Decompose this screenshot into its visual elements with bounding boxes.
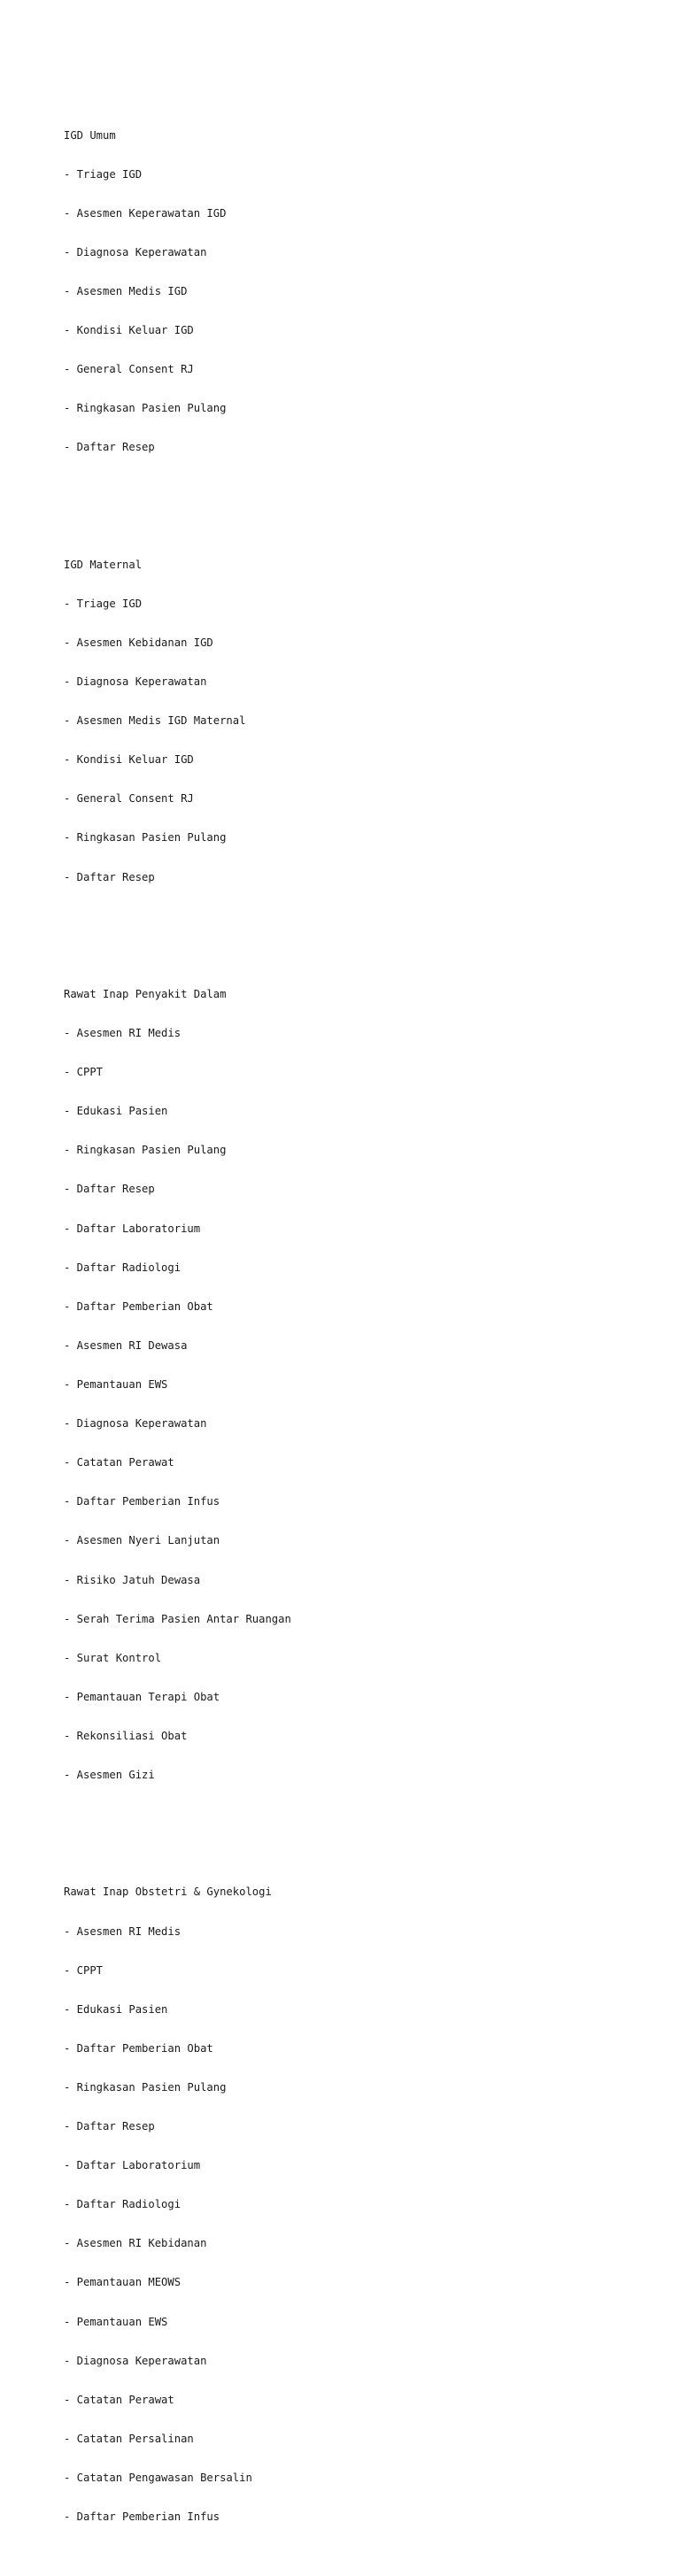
list-item: - Asesmen RI Medis xyxy=(64,1924,182,1938)
section-rawat-inap-obstetri-gynekologi xyxy=(64,1860,630,2549)
list-item: - Daftar Pemberian Obat xyxy=(64,2041,213,2055)
list-item: - Diagnosa Keperawatan xyxy=(64,245,207,258)
list-item: - Pemantauan EWS xyxy=(64,2315,168,2328)
list-item: - Edukasi Pasien xyxy=(64,1105,168,1118)
list-item: - Daftar Pemberian Infus xyxy=(64,2510,220,2524)
list-item: - Daftar Radiologi xyxy=(64,1261,182,1274)
document-page xyxy=(64,64,630,2576)
list-item: - Triage IGD xyxy=(64,597,143,610)
list-item: - Catatan Pengawasan Bersalin xyxy=(64,2472,252,2485)
list-item: - Serah Terima Pasien Antar Ruangan xyxy=(64,1612,291,1625)
list-item: - Diagnosa Keperawatan xyxy=(64,2354,207,2367)
list-item: - CPPT xyxy=(64,1963,104,1977)
list-item: - Surat Kontrol xyxy=(64,1651,162,1664)
list-item: - Catatan Persalinan xyxy=(64,2432,194,2445)
list-item: - Ringkasan Pasien Pulang xyxy=(64,1144,227,1157)
list-item: - Ringkasan Pasien Pulang xyxy=(64,2080,227,2094)
section-title: Rawat Inap Obstetri & Gynekologi xyxy=(64,1886,272,1899)
list-item: - Pemantauan Terapi Obat xyxy=(64,1690,220,1703)
section-title: Rawat Inap Penyakit Dalam xyxy=(64,987,227,1000)
list-item: - Asesmen RI Medis xyxy=(64,1027,182,1039)
list-item: - Daftar Resep xyxy=(64,2120,155,2133)
list-item: - Rekonsiliasi Obat xyxy=(64,1729,188,1742)
list-item: - Asesmen RI Kebidanan xyxy=(64,2237,207,2250)
list-item: - Ringkasan Pasien Pulang xyxy=(64,831,227,845)
list-item: - Kondisi Keluar IGD xyxy=(64,753,194,767)
list-item: - Asesmen RI Dewasa xyxy=(64,1338,188,1352)
list-item: - Daftar Pemberian Infus xyxy=(64,1495,220,1508)
list-item: - Asesmen Medis IGD Maternal xyxy=(64,714,246,728)
list-item: - Pemantauan EWS xyxy=(64,1377,168,1391)
list-item: - Catatan Perawat xyxy=(64,1456,174,1469)
list-item: - Risiko Jatuh Dewasa xyxy=(64,1573,201,1586)
list-item: - Asesmen Kebidanan IGD xyxy=(64,636,213,649)
list-item: - Edukasi Pasien xyxy=(64,2002,168,2016)
list-item: - Daftar Resep xyxy=(64,870,155,883)
section-igd-umum xyxy=(64,103,630,480)
list-item: - Ringkasan Pasien Pulang xyxy=(64,402,227,415)
list-item: - Triage IGD xyxy=(64,167,143,181)
list-item: - General Consent RJ xyxy=(64,792,194,806)
list-item: - Daftar Resep xyxy=(64,441,155,454)
list-item: - Kondisi Keluar IGD xyxy=(64,324,194,337)
list-item: - Daftar Pemberian Obat xyxy=(64,1300,213,1313)
list-item: - CPPT xyxy=(64,1066,104,1079)
list-item: - Diagnosa Keperawatan xyxy=(64,1417,207,1431)
section-title: IGD Maternal xyxy=(64,558,143,571)
section-igd-maternal xyxy=(64,532,630,909)
list-item: - Daftar Laboratorium xyxy=(64,1222,201,1235)
list-item: - Asesmen Keperawatan IGD xyxy=(64,206,227,220)
section-title: IGD Umum xyxy=(64,128,116,142)
list-item: - Pemantauan MEOWS xyxy=(64,2276,182,2289)
list-item: - Asesmen Nyeri Lanjutan xyxy=(64,1534,220,1547)
list-item: - Asesmen Medis IGD xyxy=(64,284,188,297)
list-item: - Daftar Laboratorium xyxy=(64,2159,201,2172)
list-item: - General Consent RJ xyxy=(64,363,194,376)
list-item: - Daftar Radiologi xyxy=(64,2198,182,2211)
list-item: - Asesmen Gizi xyxy=(64,1769,155,1782)
list-item: - Catatan Perawat xyxy=(64,2393,174,2406)
list-item: - Daftar Resep xyxy=(64,1183,155,1196)
list-item: - Diagnosa Keperawatan xyxy=(64,675,207,689)
section-rawat-inap-penyakit-dalam xyxy=(64,961,630,1808)
